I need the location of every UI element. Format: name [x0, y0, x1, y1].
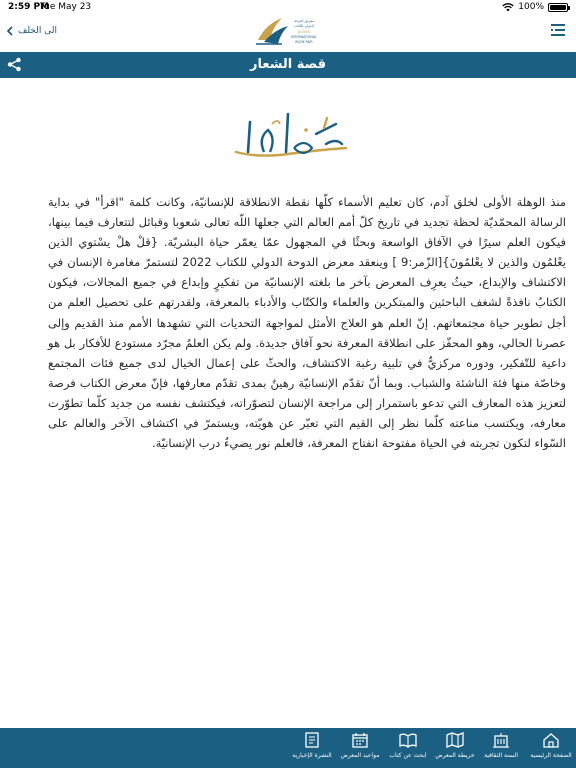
- nav-fair-dates-label: مواعيد المعرض: [340, 752, 380, 759]
- logo-line-4: INTERNATIONAL: [291, 35, 317, 39]
- logo-line-1: معرض الدوحة: [294, 19, 314, 23]
- bottom-navigation: [0, 728, 576, 768]
- nav-home[interactable]: [527, 732, 575, 766]
- battery-percent: 100%: [518, 2, 544, 12]
- logo-line-3: DOHA: [297, 30, 311, 34]
- status-time: 2:59 PM: [8, 2, 50, 12]
- article-body: منذ الوهلة الأولى لخلق آدم، كان تعليم الأسماء كلّها نقطة الانطلاقة للإنسانيّة، وكانت كلمة "اقرأ" في بداية الرسالة المحمّديّة لحظة تجديد في تاريخ كلّ أمم العالم التي جعلها اللّه تعالى شعوبا وقبائل لتتعارف فيما بينها، فيكون العلم سيرًا في الآفاق الواسعة وبحثًا في المجهول عمّا يعمّر حياة البشريّة. {قلْ هلْ يسْتوي الذين يعْلمُون والذين لا يعْلمُونَ}[الزّمر:9 ] وينعقد معرض الدوحة الدولي للكتاب 2022 لتستمرّ مغامرة الإنسان في الاكتشاف والإبداع، حيثُ يعرِف المعرض بآخر ما بلغته الإنسانيّة من تفكيرٍ وإبداع في جميع المجالات، فيكون الكتابُ نافذةً لشغف الباحثين والمبتكرين والعلماء والكتّاب والأدباء بالمعرفة، ولقدرتهم على تحصيل العلم من أجل تطوير حياة مجتمعاتهم. إنّ العلم هو العلاج الأمثل لمواجهة التحديات التي تشهدها الأمم منذ القديم وإلى عصرنا الحالي، وهو المحفّز على انطلاقة المعرفة نحو آفاق جديدة. ولم يكن العلمُ مجرّد مستودع للأفكار بل هو داعية للتّفكير، ودوره مركزيٌّ في تلبية رغبة الاكتشاف، والحثّ على إعمال الخيال لدى جميع فئات المجتمع وخاصّة منها فئة الناشئة والشباب. وبما أنّ تقدّم الإنسانيّة رهينٌ بمدى تقدّم معارفها، فإنّ معرض الكتاب فرصة لتعزيز هذه المعارف التي تدعو باستمرار إلى مراجعة الإنسان لتصوّراته، فيكتشف نفسه من جديد كلّما تطوّرت معارفه، ويكتسب مناعته كلّما نظر إلى القيم التي تعبّر عن هويّته، ويستمرّ في اكتشاف الآخر والعالم على السّواء لتكون تجربته في الحياة مفتوحة انفتاح المعرفة، فالعلم نور يضيءُ درب الإنسانيّة.: [48, 195, 566, 451]
- newsletter-icon: [302, 732, 322, 748]
- status-bar: [0, 0, 576, 14]
- nav-cultural-year-label: السنة الثقافية: [484, 752, 518, 759]
- status-indicators: [502, 2, 568, 12]
- nav-fair-map-label: خريطة المعرض: [435, 752, 475, 759]
- nav-cultural-year[interactable]: [477, 732, 525, 766]
- calendar-icon: [350, 732, 370, 748]
- home-icon: [541, 732, 561, 748]
- calligraphy-logo: [228, 108, 352, 166]
- calligraphy-text: العلم نور: [290, 164, 294, 165]
- wifi-icon: [502, 3, 514, 12]
- map-icon: [445, 732, 465, 748]
- back-button[interactable]: [6, 26, 57, 36]
- back-label: الى الخلف: [18, 26, 57, 36]
- building-icon: [491, 732, 511, 748]
- page-title: قصة الشعار: [249, 57, 326, 72]
- logo-line-2: الدولي للكتاب: [294, 24, 314, 28]
- title-bar: [0, 52, 576, 78]
- nav-newsletter[interactable]: [288, 732, 336, 766]
- menu-icon[interactable]: [550, 22, 566, 38]
- nav-book-search-label: ابحث عن كتاب: [389, 752, 427, 759]
- logo-line-5: BOOK FAIR: [295, 40, 313, 44]
- battery-icon: [548, 3, 568, 12]
- doha-book-fair-logo[interactable]: [252, 14, 324, 52]
- book-icon: [398, 732, 418, 748]
- nav-book-search[interactable]: [384, 732, 432, 766]
- nav-newsletter-label: النشرة الإخبارية: [292, 752, 332, 759]
- nav-home-label: الصفحة الرئيسية: [530, 752, 572, 759]
- app-header: [0, 14, 576, 52]
- status-date: Tue May 23: [40, 2, 92, 12]
- nav-fair-dates[interactable]: [336, 732, 384, 766]
- nav-fair-map[interactable]: [431, 732, 479, 766]
- chevron-left-icon: [6, 26, 14, 36]
